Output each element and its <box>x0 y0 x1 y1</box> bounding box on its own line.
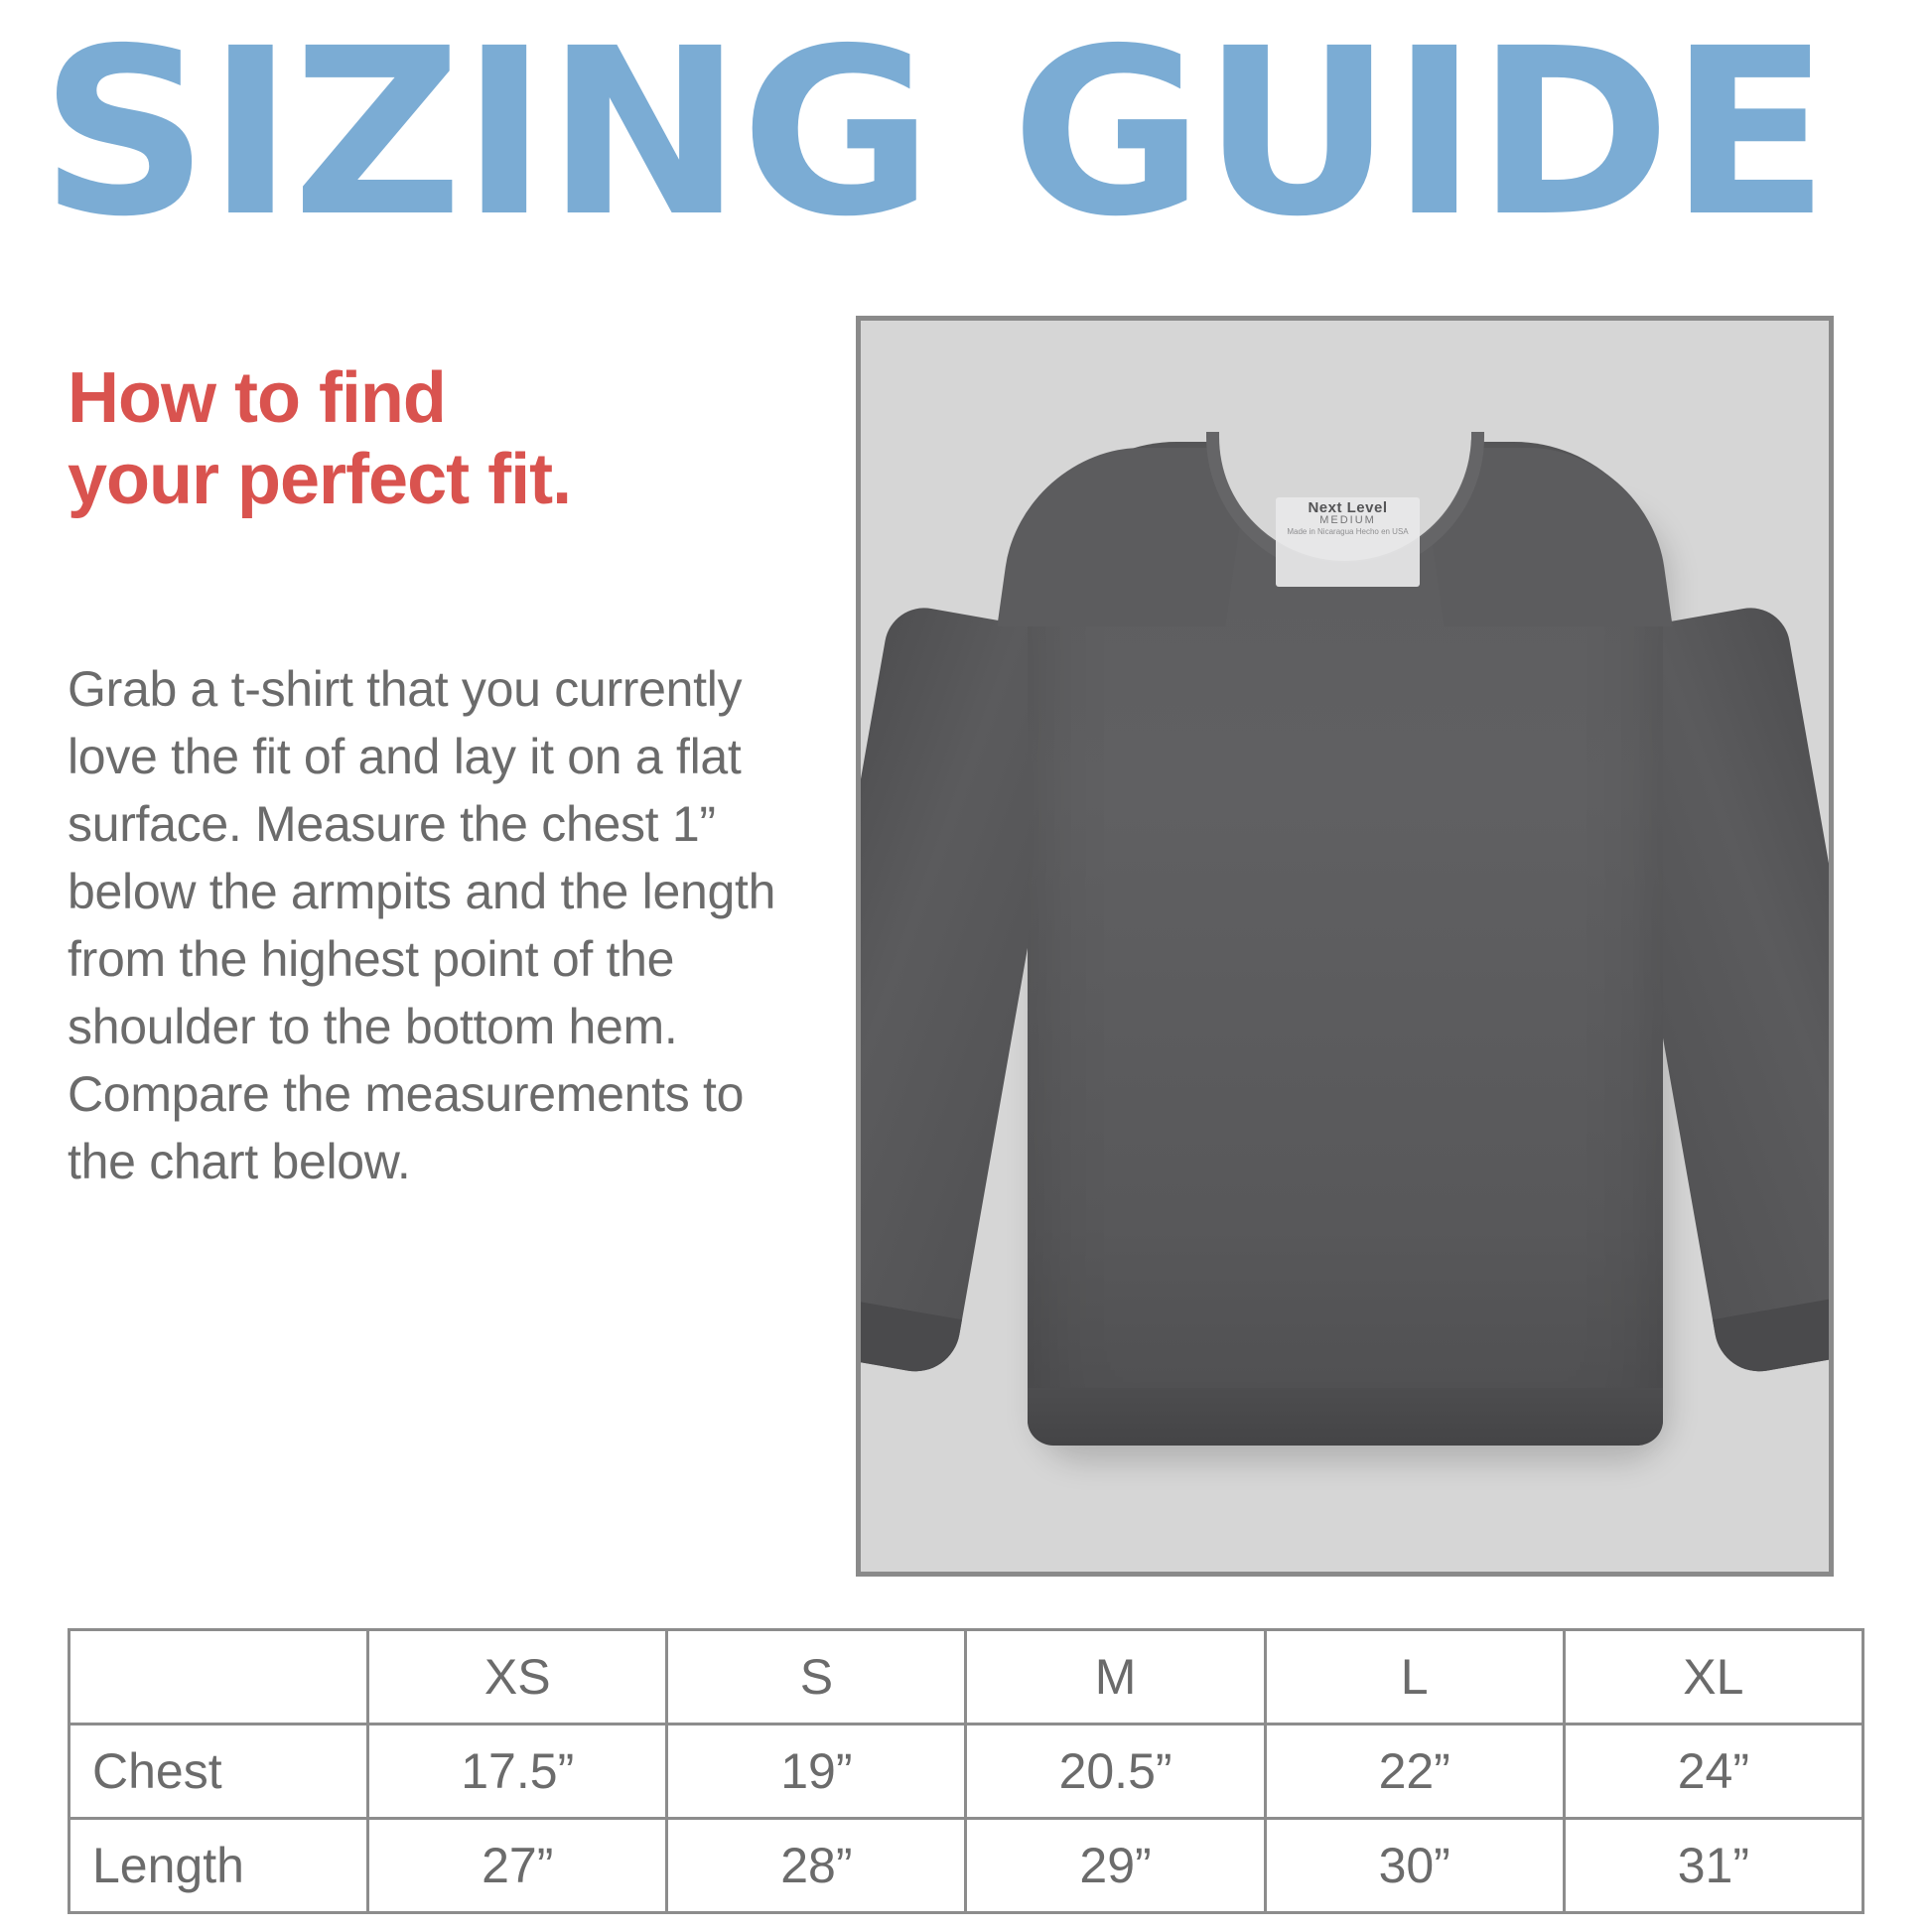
intro-body-text: Grab a t-shirt that you currently love the fit of and lay it on a flat surface. Measure the chest 1” below the armpits and the length from the highest point of the shoulder to the bottom hem. Compare the measurements to the chart below. <box>68 661 776 1189</box>
shirt-illustration <box>861 321 1829 1572</box>
cell-chest-l: 22” <box>1265 1725 1564 1819</box>
cell-chest-xl: 24” <box>1564 1725 1863 1819</box>
size-chart-table <box>68 1628 1864 1914</box>
page-title: SIZING GUIDE <box>40 0 1828 267</box>
shirt-cuff-right <box>1713 1286 1834 1378</box>
table-corner-cell <box>69 1630 368 1725</box>
intro-heading <box>68 357 822 520</box>
intro-heading-line2: your perfect fit. <box>68 440 572 519</box>
shirt-neck-label <box>1276 497 1420 587</box>
table-row <box>69 1819 1863 1913</box>
table-col-xs: XS <box>368 1630 667 1725</box>
cell-chest-s: 19” <box>667 1725 966 1819</box>
neck-label-size: MEDIUM <box>1319 514 1376 526</box>
cell-length-xs: 27” <box>368 1819 667 1913</box>
table-col-l: L <box>1265 1630 1564 1725</box>
cell-length-xl: 31” <box>1564 1819 1863 1913</box>
neck-label-care: Made in Nicaragua Hecho en USA <box>1287 527 1409 536</box>
table-row <box>69 1725 1863 1819</box>
cell-length-s: 28” <box>667 1819 966 1913</box>
shirt-hem <box>1028 1388 1663 1446</box>
product-photo <box>856 316 1834 1577</box>
neck-label-brand: Next Level <box>1308 499 1388 516</box>
table-col-m: M <box>966 1630 1265 1725</box>
table-col-xl: XL <box>1564 1630 1863 1725</box>
cell-length-l: 30” <box>1265 1819 1564 1913</box>
row-label-chest: Chest <box>69 1725 368 1819</box>
table-header-row <box>69 1630 1863 1725</box>
cell-length-m: 29” <box>966 1819 1265 1913</box>
row-label-length: Length <box>69 1819 368 1913</box>
shirt-cuff-left <box>856 1286 962 1378</box>
cell-chest-m: 20.5” <box>966 1725 1265 1819</box>
cell-chest-xs: 17.5” <box>368 1725 667 1819</box>
intro-heading-line1: How to find <box>68 358 446 438</box>
table-col-s: S <box>667 1630 966 1725</box>
